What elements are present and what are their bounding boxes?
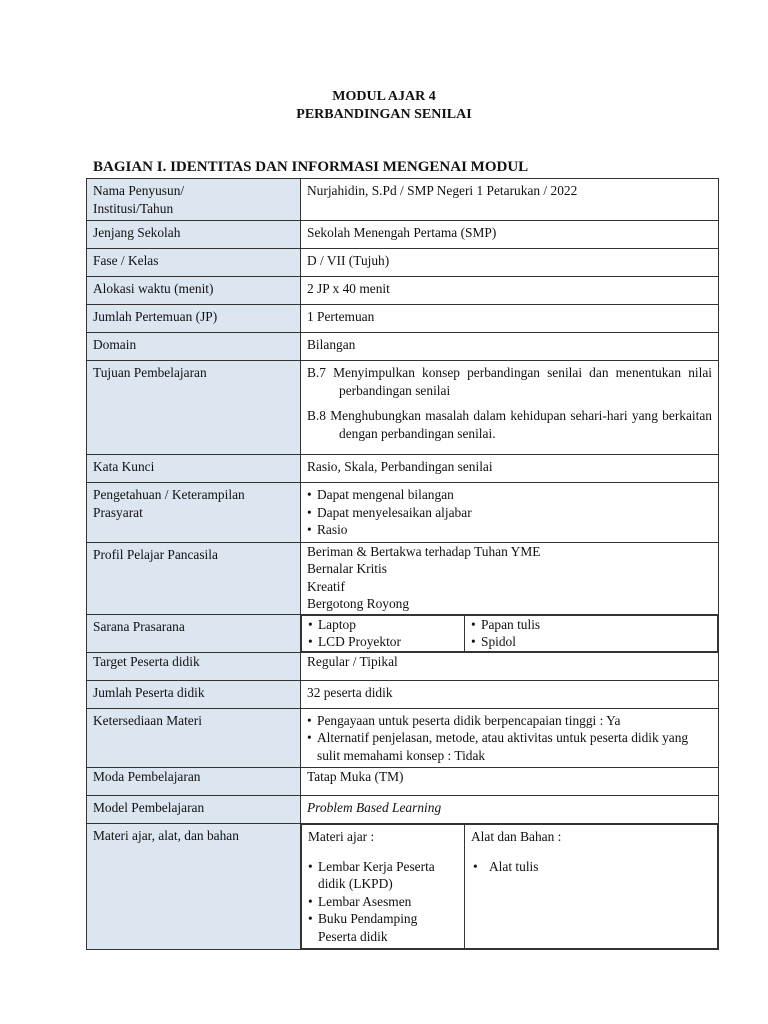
row-label: Jumlah Pertemuan (JP) bbox=[87, 305, 301, 333]
list-item: • Papan tulis bbox=[471, 616, 711, 634]
prerequisite-list bbox=[307, 486, 712, 539]
row-value bbox=[301, 542, 719, 614]
table-row bbox=[87, 333, 719, 361]
row-label: Target Peserta didik bbox=[87, 652, 301, 680]
table-row bbox=[87, 614, 719, 652]
table-row bbox=[87, 542, 719, 614]
row-value bbox=[301, 708, 719, 768]
list-item: • Laptop bbox=[308, 616, 458, 634]
module-title: PERBANDINGAN SENILAI bbox=[296, 107, 472, 122]
profile-item: Bergotong Royong bbox=[307, 596, 410, 611]
table-row bbox=[87, 305, 719, 333]
table-row bbox=[87, 455, 719, 483]
row-label: Tujuan Pembelajaran bbox=[87, 361, 301, 455]
row-label: Materi ajar, alat, dan bahan bbox=[87, 824, 301, 950]
label-line: Institusi/Tahun bbox=[93, 200, 174, 216]
list-item: • Alternatif penjelasan, metode, atau aktivitas untuk peserta didik yang sulit memahami konsep : Tidak bbox=[307, 729, 712, 764]
row-value: 1 Pertemuan bbox=[301, 305, 719, 333]
row-value bbox=[301, 483, 719, 543]
row-label: Ketersediaan Materi bbox=[87, 708, 301, 768]
row-value bbox=[301, 824, 719, 950]
list-item: • Dapat mengenal bilangan bbox=[307, 486, 712, 504]
row-label bbox=[87, 483, 301, 543]
row-label: Alokasi waktu (menit) bbox=[87, 277, 301, 305]
label-line: Pengetahuan / Keterampilan bbox=[93, 487, 245, 502]
material-availability-list bbox=[307, 712, 712, 765]
tools-list bbox=[471, 858, 711, 876]
list-item: • Pengayaan untuk peserta didik berpencapaian tinggi : Ya bbox=[307, 712, 712, 730]
row-value: Sekolah Menengah Pertama (SMP) bbox=[301, 221, 719, 249]
table-row bbox=[87, 277, 719, 305]
list-item: • Rasio bbox=[307, 521, 712, 539]
objective-item: B.7 Menyimpulkan konsep perbandingan senilai dan menentukan nilai perbandingan senilai bbox=[307, 365, 712, 398]
list-item: • Lembar Kerja Peserta didik (LKPD) bbox=[308, 858, 458, 893]
row-label: Profil Pelajar Pancasila bbox=[87, 542, 301, 614]
row-label: Model Pembelajaran bbox=[87, 796, 301, 824]
list-item: • Dapat menyelesaikan aljabar bbox=[307, 504, 712, 522]
row-value: Tatap Muka (TM) bbox=[301, 768, 719, 796]
table-row bbox=[87, 361, 719, 455]
row-value: Rasio, Skala, Perbandingan senilai bbox=[301, 455, 719, 483]
table-row bbox=[87, 249, 719, 277]
list-item: • Alat tulis bbox=[473, 858, 711, 876]
module-number: MODUL AJAR 4 bbox=[332, 89, 436, 104]
module-identity-table bbox=[86, 178, 719, 950]
table-row bbox=[87, 483, 719, 543]
label-line: Nama Penyusun/ bbox=[93, 183, 185, 198]
tools-heading: Alat dan Bahan : bbox=[471, 829, 562, 844]
table-row bbox=[87, 680, 719, 708]
row-label: Fase / Kelas bbox=[87, 249, 301, 277]
row-label: Kata Kunci bbox=[87, 455, 301, 483]
materials-split bbox=[301, 824, 718, 949]
row-label: Domain bbox=[87, 333, 301, 361]
row-value: Regular / Tipikal bbox=[301, 652, 719, 680]
row-value: D / VII (Tujuh) bbox=[301, 249, 719, 277]
table-row bbox=[87, 708, 719, 768]
row-value: 2 JP x 40 menit bbox=[301, 277, 719, 305]
profile-item: Kreatif bbox=[307, 578, 345, 594]
table-row bbox=[87, 221, 719, 249]
label-line: Prasyarat bbox=[93, 504, 143, 520]
row-label: Jumlah Peserta didik bbox=[87, 680, 301, 708]
row-label: Sarana Prasarana bbox=[87, 614, 301, 652]
row-label: Jenjang Sekolah bbox=[87, 221, 301, 249]
list-item: • LCD Proyektor bbox=[308, 633, 458, 651]
row-value bbox=[301, 361, 719, 455]
list-item: • Spidol bbox=[471, 633, 711, 651]
table-row bbox=[87, 824, 719, 950]
table-row bbox=[87, 768, 719, 796]
profile-item: Bernalar Kritis bbox=[307, 561, 387, 576]
list-item: • Lembar Asesmen bbox=[308, 893, 458, 911]
materials-heading: Materi ajar : bbox=[308, 829, 375, 844]
list-item: • Buku Pendamping Peserta didik bbox=[308, 910, 458, 945]
row-label: Moda Pembelajaran bbox=[87, 768, 301, 796]
materials-list bbox=[308, 858, 458, 946]
section-title: BAGIAN I. IDENTITAS DAN INFORMASI MENGENAI MODUL bbox=[93, 159, 529, 175]
row-value: Nurjahidin, S.Pd / SMP Negeri 1 Petarukan / 2022 bbox=[301, 179, 719, 221]
table-row bbox=[87, 179, 719, 221]
row-value: Problem Based Learning bbox=[301, 796, 719, 824]
row-label bbox=[87, 179, 301, 221]
row-value: 32 peserta didik bbox=[301, 680, 719, 708]
table-row bbox=[87, 652, 719, 680]
table-row bbox=[87, 796, 719, 824]
row-value: Bilangan bbox=[301, 333, 719, 361]
facilities-split bbox=[301, 615, 718, 652]
objective-item: B.8 Menghubungkan masalah dalam kehidupan sehari-hari yang berkaitan dengan perbandingan senilai. bbox=[307, 408, 712, 441]
profile-item: Beriman & Bertakwa terhadap Tuhan YME bbox=[307, 543, 541, 559]
row-value bbox=[301, 614, 719, 652]
